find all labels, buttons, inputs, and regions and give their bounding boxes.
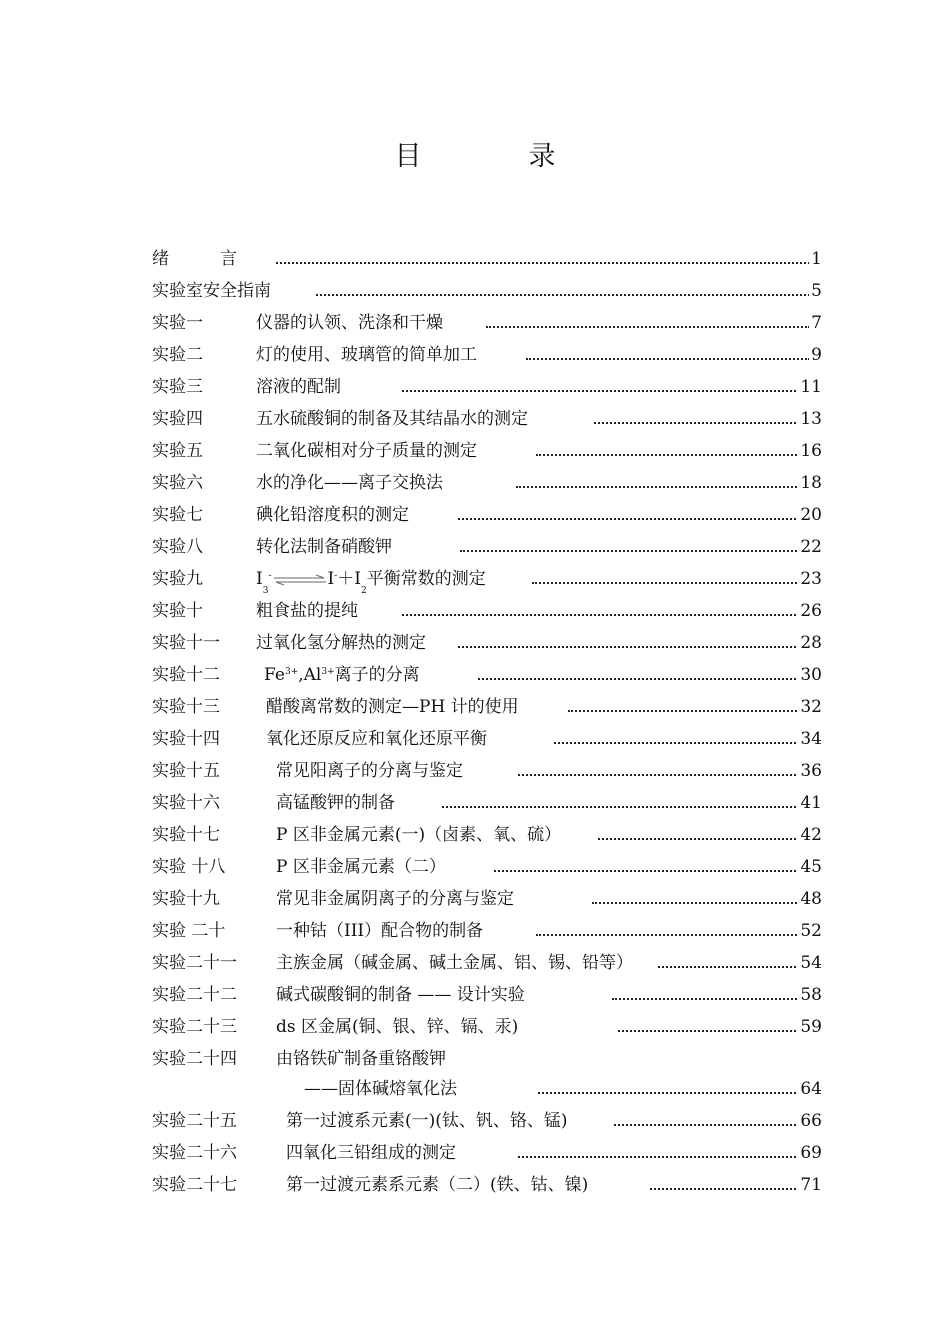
toc-entry[interactable] xyxy=(152,1109,822,1133)
toc-entry[interactable] xyxy=(152,759,822,783)
dot-leader xyxy=(458,518,800,520)
toc-entry-label: 实验五 xyxy=(152,441,203,461)
dot-leader xyxy=(650,1188,800,1190)
toc-entry-page: 34 xyxy=(800,729,822,749)
dot-leader xyxy=(276,262,810,264)
toc-entry[interactable] xyxy=(152,279,822,303)
dot-leader xyxy=(658,966,800,968)
dot-leader xyxy=(518,774,800,776)
dot-leader xyxy=(402,614,800,616)
toc-entry[interactable] xyxy=(152,439,822,463)
toc-entry-title: 第一过渡系元素(一)(钛、钒、铬、锰) xyxy=(286,1111,568,1131)
dot-leader xyxy=(568,710,800,712)
toc-entry-page: 45 xyxy=(800,857,822,877)
toc-entry-page: 36 xyxy=(800,761,822,781)
toc-entry[interactable] xyxy=(152,311,822,335)
toc-entry-title: 碱式碳酸铜的制备 —— 设计实验 xyxy=(276,985,525,1005)
toc-entry-title: 常见阳离子的分离与鉴定 xyxy=(276,761,463,781)
formula-i: I xyxy=(354,569,361,589)
dot-leader xyxy=(486,326,810,328)
formula-plus: ＋ xyxy=(337,569,355,589)
equilibrium-formula xyxy=(256,567,486,594)
toc-entry[interactable] xyxy=(152,887,822,911)
toc-entry-page: 5 xyxy=(811,281,822,301)
toc-entry-title: 四氧化三铅组成的测定 xyxy=(286,1143,456,1163)
toc-entry-label: 实验室安全指南 xyxy=(152,281,271,301)
toc-entry[interactable] xyxy=(152,343,822,367)
toc-entry-page: 16 xyxy=(800,441,822,461)
toc-entry-label: 实验九 xyxy=(152,569,203,589)
dot-leader xyxy=(516,486,800,488)
toc-entry[interactable] xyxy=(152,663,822,687)
toc-entry-page: 66 xyxy=(800,1111,822,1131)
dot-leader xyxy=(478,678,800,680)
toc-entry-page: 20 xyxy=(800,505,822,525)
dot-leader xyxy=(618,1030,800,1032)
toc-entry-label: 实验二十二 xyxy=(152,985,237,1005)
dot-leader xyxy=(526,358,810,360)
toc-entry-title: P 区非金属元素(一)（卤素、氧、硫） xyxy=(276,825,562,845)
dot-leader xyxy=(536,934,800,936)
formula-i: I xyxy=(256,569,263,589)
dot-leader xyxy=(460,550,800,552)
toc-entry-label: 实验六 xyxy=(152,473,203,493)
toc-entry-page: 48 xyxy=(800,889,822,909)
toc-entry-label: 实验二 xyxy=(152,345,203,365)
toc-entry-label: 实验十四 xyxy=(152,729,220,749)
toc-entry-label: 实验二十四 xyxy=(152,1049,237,1069)
ion-formula xyxy=(264,663,420,690)
toc-entry-page: 59 xyxy=(800,1017,822,1037)
toc-entry[interactable] xyxy=(152,951,822,975)
formula-sep: , xyxy=(298,665,304,685)
toc-entry-page: 26 xyxy=(800,601,822,621)
dot-leader xyxy=(614,1124,800,1126)
dot-leader xyxy=(536,454,800,456)
toc-entry-label: 实验十五 xyxy=(152,761,220,781)
dot-leader xyxy=(598,838,800,840)
toc-entry-title: 仪器的认领、洗涤和干燥 xyxy=(256,313,443,333)
toc-entry-title: 五水硫酸铜的制备及其结晶水的测定 xyxy=(256,409,528,429)
dot-leader xyxy=(316,294,810,296)
toc-entry-label: 实验四 xyxy=(152,409,203,429)
toc-entry-page: 1 xyxy=(811,249,822,269)
toc-entry-label: 实验二十七 xyxy=(152,1175,237,1195)
toc-entry[interactable] xyxy=(152,535,822,559)
toc-entry-title: 一种钴（III）配合物的制备 xyxy=(276,921,484,941)
toc-entry-title: P 区非金属元素（二） xyxy=(276,857,446,877)
toc-entry[interactable] xyxy=(152,791,822,815)
toc-entry-label: 实验七 xyxy=(152,505,203,525)
toc-entry-label: 实验十一 xyxy=(152,633,220,653)
toc-entry-title: 平衡常数的测定 xyxy=(366,569,486,589)
dot-leader xyxy=(594,422,800,424)
equilibrium-arrow-icon xyxy=(272,574,328,586)
toc-entry[interactable] xyxy=(152,727,822,751)
formula-fe: Fe xyxy=(264,665,285,685)
toc-entry[interactable] xyxy=(152,1015,822,1039)
dot-leader xyxy=(442,806,800,808)
toc-entry-title: 水的净化——离子交换法 xyxy=(256,473,443,493)
toc-entry-page: 32 xyxy=(800,697,822,717)
formula-sub: 3 xyxy=(262,586,269,596)
toc-entry-label: 实验二十一 xyxy=(152,953,237,973)
formula-sup: - xyxy=(334,571,338,581)
dot-leader xyxy=(612,998,800,1000)
toc-entry-page: 23 xyxy=(800,569,822,589)
toc-entry-label: 实验三 xyxy=(152,377,203,397)
toc-entry-page: 30 xyxy=(800,665,822,685)
toc-entry-label: 实验二十三 xyxy=(152,1017,237,1037)
dot-leader xyxy=(494,870,800,872)
toc-entry-page: 54 xyxy=(800,953,822,973)
toc-entry-title: ds 区金属(铜、银、锌、镉、汞) xyxy=(276,1017,519,1037)
toc-entry-title: 常见非金属阴离子的分离与鉴定 xyxy=(276,889,514,909)
toc-entry-title: 过氧化氢分解热的测定 xyxy=(256,633,426,653)
toc-entry[interactable] xyxy=(152,1173,822,1197)
toc-entry[interactable] xyxy=(152,631,822,655)
dot-leader xyxy=(402,390,800,392)
dot-leader xyxy=(554,742,800,744)
toc-entry-page: 71 xyxy=(800,1175,822,1195)
dot-leader xyxy=(532,582,800,584)
formula-sup: - xyxy=(268,571,272,581)
toc-entry-label: 实验十六 xyxy=(152,793,220,813)
formula-sup: 3+ xyxy=(284,667,299,677)
toc-entry[interactable] xyxy=(152,567,822,596)
toc-entry-label: 实验十九 xyxy=(152,889,220,909)
dot-leader xyxy=(518,1156,800,1158)
toc-entry-page: 28 xyxy=(800,633,822,653)
toc-entry[interactable] xyxy=(152,599,822,623)
formula-sup: 3+ xyxy=(321,667,335,677)
toc-entry-label: 实验十 xyxy=(152,601,203,621)
toc-entry-page: 69 xyxy=(800,1143,822,1163)
toc-entry-title: 由铬铁矿制备重铬酸钾 xyxy=(276,1049,446,1069)
toc-entry-title: 醋酸离常数的测定—PH 计的使用 xyxy=(266,697,519,717)
toc-entry-label: 实验 十八 xyxy=(152,857,226,877)
toc-entry-title: 灯的使用、玻璃管的简单加工 xyxy=(256,345,477,365)
toc-entry[interactable] xyxy=(152,1141,822,1165)
toc-entry-title: 离子的分离 xyxy=(334,665,420,685)
toc-entry[interactable] xyxy=(152,1047,822,1071)
toc-entry-page: 52 xyxy=(800,921,822,941)
formula-al: Al xyxy=(303,665,322,685)
toc-entry-title: 溶液的配制 xyxy=(256,377,341,397)
toc-entry-page: 58 xyxy=(800,985,822,1005)
toc-entry[interactable] xyxy=(152,855,822,879)
toc-entry[interactable] xyxy=(152,247,822,271)
toc-entry-page: 42 xyxy=(800,825,822,845)
toc-entry[interactable] xyxy=(152,503,822,527)
toc-entry-title: 第一过渡元素系元素（二）(铁、钴、镍) xyxy=(286,1175,589,1195)
dot-leader xyxy=(592,902,800,904)
formula-sub: 2 xyxy=(360,586,367,596)
formula-i: I xyxy=(327,569,335,589)
toc-entry-page: 18 xyxy=(800,473,822,493)
toc-entry-label: 实验十二 xyxy=(152,665,220,685)
toc-entry-label: 实验二十六 xyxy=(152,1143,237,1163)
page-title: 目 录 xyxy=(394,141,596,172)
toc-entry-page: 13 xyxy=(800,409,822,429)
toc-entry[interactable] xyxy=(152,919,822,943)
toc-entry-page: 7 xyxy=(811,313,822,333)
toc-entry-label: 实验 二十 xyxy=(152,921,226,941)
toc-entry[interactable] xyxy=(152,695,822,719)
toc-entry-title: 转化法制备硝酸钾 xyxy=(256,537,392,557)
toc-entry-label: 绪 言 xyxy=(152,249,237,269)
toc-entry[interactable] xyxy=(152,983,822,1007)
toc-entry-page: 22 xyxy=(800,537,822,557)
toc-entry-page: 9 xyxy=(811,345,822,365)
toc-entry-title: ——固体碱熔氧化法 xyxy=(304,1079,457,1099)
toc-entry-label: 实验一 xyxy=(152,313,203,333)
toc-entry-label: 实验十三 xyxy=(152,697,220,717)
toc-entry[interactable] xyxy=(152,1077,822,1101)
toc-entry-page: 41 xyxy=(800,793,822,813)
toc-entry-label: 实验二十五 xyxy=(152,1111,237,1131)
dot-leader xyxy=(538,1092,800,1094)
toc-entry-page: 11 xyxy=(800,377,822,397)
toc-entry-title: 二氧化碳相对分子质量的测定 xyxy=(256,441,477,461)
toc-entry-title: 粗食盐的提纯 xyxy=(256,601,358,621)
toc-entry[interactable] xyxy=(152,471,822,495)
dot-leader xyxy=(458,646,800,648)
toc-entry-title: 高锰酸钾的制备 xyxy=(276,793,395,813)
toc-entry-title: 碘化铅溶度积的测定 xyxy=(256,505,409,525)
toc-entry-page: 64 xyxy=(800,1079,822,1099)
toc-entry[interactable] xyxy=(152,823,822,847)
toc-entry-title: 氧化还原反应和氧化还原平衡 xyxy=(266,729,487,749)
toc-entry[interactable] xyxy=(152,407,822,431)
toc-entry-label: 实验十七 xyxy=(152,825,220,845)
toc-entry-label: 实验八 xyxy=(152,537,203,557)
toc-entry-title: 主族金属（碱金属、碱土金属、铝、锡、铅等） xyxy=(276,953,633,973)
toc-entry[interactable] xyxy=(152,375,822,399)
